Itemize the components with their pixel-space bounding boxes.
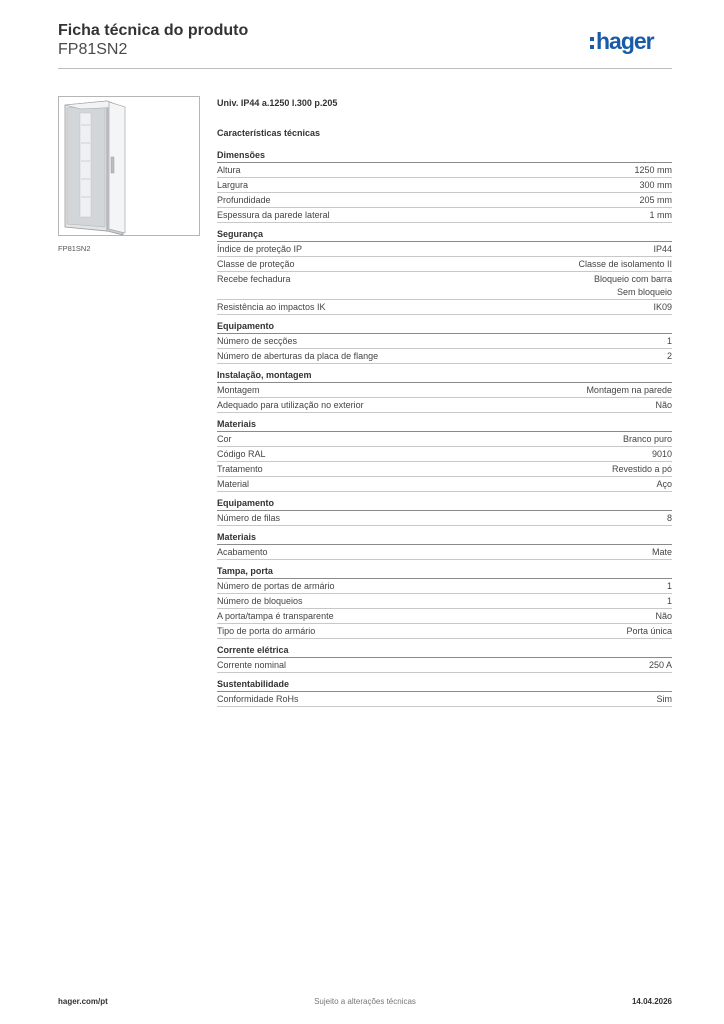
spec-value: Porta única bbox=[626, 625, 672, 636]
spec-row bbox=[217, 300, 672, 315]
spec-value: 8 bbox=[666, 512, 672, 523]
spec-row bbox=[217, 545, 672, 560]
spec-values bbox=[667, 512, 672, 525]
spec-label: Índice de proteção IP bbox=[217, 243, 303, 254]
section-title: Corrente elétrica bbox=[217, 643, 672, 658]
spec-value: Classe de isolamento II bbox=[578, 258, 672, 269]
spec-value: 1 bbox=[666, 580, 672, 591]
section-title: Sustentabilidade bbox=[217, 677, 672, 692]
spec-section bbox=[217, 677, 672, 707]
spec-values bbox=[652, 448, 672, 461]
cabinet-illustration bbox=[59, 97, 199, 235]
spec-values bbox=[655, 399, 672, 412]
spec-value: 300 mm bbox=[639, 179, 672, 190]
spec-section bbox=[217, 417, 672, 492]
footer-website: hager.com/pt bbox=[58, 997, 108, 1006]
spec-row bbox=[217, 594, 672, 609]
product-description: Univ. IP44 a.1250 l.300 p.205 bbox=[217, 98, 338, 108]
spec-value: 205 mm bbox=[639, 194, 672, 205]
section-title: Tampa, porta bbox=[217, 564, 672, 579]
spec-label: Altura bbox=[217, 164, 241, 175]
spec-label: Material bbox=[217, 478, 250, 489]
spec-label: Largura bbox=[217, 179, 249, 190]
spec-value: Revestido a pó bbox=[611, 463, 672, 474]
page-title: Ficha técnica do produto bbox=[58, 22, 249, 39]
spec-value: IK09 bbox=[653, 301, 672, 312]
header-divider bbox=[58, 68, 672, 69]
logo-dot-top bbox=[590, 37, 594, 41]
spec-row bbox=[217, 447, 672, 462]
spec-label: Número de secções bbox=[217, 335, 298, 346]
spec-row bbox=[217, 609, 672, 624]
spec-value: 1 mm bbox=[649, 209, 672, 220]
spec-value: 1 bbox=[666, 335, 672, 346]
spec-row bbox=[217, 579, 672, 594]
spec-row bbox=[217, 692, 672, 707]
spec-row bbox=[217, 477, 672, 492]
spec-values bbox=[626, 625, 672, 638]
section-title: Equipamento bbox=[217, 496, 672, 511]
technical-characteristics-title: Características técnicas bbox=[217, 128, 321, 138]
spec-row bbox=[217, 178, 672, 193]
spec-values bbox=[667, 595, 672, 608]
spec-label: Resistência ao impactos IK bbox=[217, 301, 326, 312]
logo-text: hager bbox=[596, 28, 654, 54]
section-title: Instalação, montagem bbox=[217, 368, 672, 383]
product-reference: FP81SN2 bbox=[58, 41, 128, 58]
section-title: Segurança bbox=[217, 227, 672, 242]
spec-label: Código RAL bbox=[217, 448, 266, 459]
page-footer bbox=[58, 997, 672, 1009]
spec-row bbox=[217, 658, 672, 673]
datasheet-content bbox=[217, 96, 672, 711]
spec-values bbox=[623, 433, 672, 446]
spec-section bbox=[217, 530, 672, 560]
spec-values bbox=[653, 243, 672, 256]
spec-values bbox=[656, 478, 672, 491]
spec-values bbox=[655, 610, 672, 623]
spec-label: Tipo de porta do armário bbox=[217, 625, 316, 636]
section-title: Materiais bbox=[217, 417, 672, 432]
image-caption: FP81SN2 bbox=[58, 244, 91, 253]
spec-row bbox=[217, 242, 672, 257]
spec-row bbox=[217, 462, 672, 477]
spec-label: Profundidade bbox=[217, 194, 271, 205]
spec-row bbox=[217, 383, 672, 398]
spec-value: Aço bbox=[656, 478, 672, 489]
spec-values bbox=[586, 384, 672, 397]
spec-value: Não bbox=[655, 399, 672, 410]
spec-label: Recebe fechadura bbox=[217, 273, 291, 284]
spec-section bbox=[217, 319, 672, 364]
spec-sections bbox=[217, 148, 672, 707]
spec-row bbox=[217, 272, 672, 300]
spec-value: Bloqueio com barra bbox=[593, 273, 672, 284]
spec-values bbox=[634, 164, 672, 177]
logo-dot-bottom bbox=[590, 45, 594, 49]
footer-notice: Sujeito a alterações técnicas bbox=[314, 997, 416, 1006]
spec-value: Sim bbox=[656, 693, 672, 704]
spec-row bbox=[217, 624, 672, 639]
spec-values bbox=[652, 546, 672, 559]
spec-row bbox=[217, 257, 672, 272]
spec-label: Acabamento bbox=[217, 546, 268, 557]
spec-value: Mate bbox=[651, 546, 672, 557]
spec-row bbox=[217, 511, 672, 526]
spec-label: Cor bbox=[217, 433, 232, 444]
spec-label: A porta/tampa é transparente bbox=[217, 610, 334, 621]
spec-values bbox=[578, 258, 672, 271]
spec-row bbox=[217, 334, 672, 349]
spec-label: Classe de proteção bbox=[217, 258, 295, 269]
spec-value: 1 bbox=[666, 595, 672, 606]
spec-values bbox=[657, 693, 673, 706]
spec-value: Sem bloqueio bbox=[616, 286, 672, 297]
spec-row bbox=[217, 208, 672, 223]
spec-row bbox=[217, 163, 672, 178]
spec-values bbox=[667, 580, 672, 593]
footer-date: 14.04.2026 bbox=[631, 997, 672, 1006]
spec-values bbox=[639, 179, 672, 192]
spec-value: 1250 mm bbox=[634, 164, 672, 175]
spec-row bbox=[217, 398, 672, 413]
product-image bbox=[58, 96, 200, 236]
spec-label: Tratamento bbox=[217, 463, 263, 474]
spec-section bbox=[217, 496, 672, 526]
page-header bbox=[58, 20, 672, 68]
hager-logo bbox=[590, 28, 672, 54]
spec-row bbox=[217, 193, 672, 208]
spec-label: Corrente nominal bbox=[217, 659, 287, 670]
spec-section bbox=[217, 564, 672, 639]
spec-value: IP44 bbox=[653, 243, 672, 254]
spec-section bbox=[217, 368, 672, 413]
spec-label: Conformidade RoHs bbox=[217, 693, 299, 704]
spec-values bbox=[650, 209, 673, 222]
section-title: Materiais bbox=[217, 530, 672, 545]
spec-value: 250 A bbox=[648, 659, 672, 670]
spec-values bbox=[667, 335, 672, 348]
spec-value: 2 bbox=[666, 350, 672, 361]
spec-value: Branco puro bbox=[622, 433, 672, 444]
spec-values bbox=[667, 350, 672, 363]
spec-label: Montagem bbox=[217, 384, 260, 395]
spec-value: Não bbox=[655, 610, 672, 621]
spec-values bbox=[612, 463, 672, 476]
section-title: Dimensões bbox=[217, 148, 672, 163]
spec-label: Número de filas bbox=[217, 512, 281, 523]
spec-values bbox=[653, 301, 672, 314]
spec-section bbox=[217, 227, 672, 315]
spec-value: Montagem na parede bbox=[586, 384, 672, 395]
spec-label: Espessura da parede lateral bbox=[217, 209, 330, 220]
spec-row bbox=[217, 432, 672, 447]
spec-label: Adequado para utilização no exterior bbox=[217, 399, 364, 410]
spec-section bbox=[217, 643, 672, 673]
spec-values bbox=[649, 659, 672, 672]
spec-label: Número de aberturas da placa de flange bbox=[217, 350, 379, 361]
spec-section bbox=[217, 148, 672, 223]
spec-values bbox=[594, 273, 672, 299]
spec-label: Número de bloqueios bbox=[217, 595, 303, 606]
spec-row bbox=[217, 349, 672, 364]
spec-values bbox=[639, 194, 672, 207]
spec-value: 9010 bbox=[651, 448, 672, 459]
section-title: Equipamento bbox=[217, 319, 672, 334]
spec-label: Número de portas de armário bbox=[217, 580, 335, 591]
